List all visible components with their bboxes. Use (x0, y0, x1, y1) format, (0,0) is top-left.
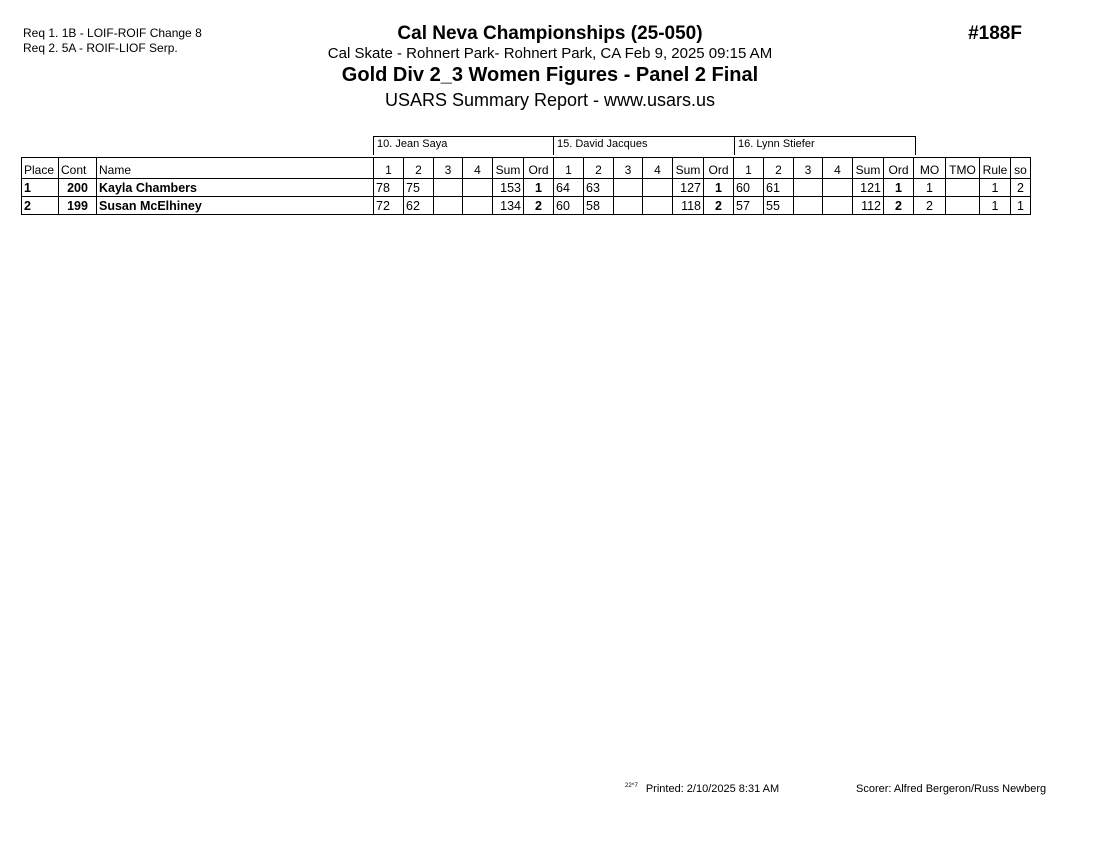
score-2-cell: 58 (584, 197, 614, 215)
so-cell: 2 (1011, 179, 1031, 197)
scorer-info: Scorer: Alfred Bergeron/Russ Newberg (856, 783, 1047, 795)
score-sum-cell: 118 (673, 197, 704, 215)
ordinal-cell: 2 (524, 197, 554, 215)
score-2-cell: 75 (404, 179, 434, 197)
col-j1-4: 4 (463, 158, 493, 179)
mo-cell: 1 (914, 179, 946, 197)
venue-line: Cal Skate - Rohnert Park- Rohnert Park, CA Feb 9, 2025 09:15 AM (327, 45, 773, 62)
col-j1-sum: Sum (493, 158, 524, 179)
col-cont: Cont (59, 158, 97, 179)
ordinal-cell: 1 (884, 179, 914, 197)
score-sum-cell: 121 (853, 179, 884, 197)
col-j2-4: 4 (643, 158, 673, 179)
column-header-row (22, 158, 1031, 179)
col-j2-1: 1 (554, 158, 584, 179)
score-2-cell: 61 (764, 179, 794, 197)
col-j3-3: 3 (794, 158, 823, 179)
score-4-cell (643, 179, 673, 197)
table-row (22, 179, 1031, 197)
score-sum-cell: 134 (493, 197, 524, 215)
rule-cell: 1 (980, 197, 1011, 215)
score-3-cell (794, 197, 823, 215)
score-1-cell: 78 (374, 179, 404, 197)
score-sum-cell: 153 (493, 179, 524, 197)
so-cell: 1 (1011, 197, 1031, 215)
col-j1-3: 3 (434, 158, 463, 179)
col-j2-3: 3 (614, 158, 643, 179)
report-code: 22^7 (625, 783, 638, 789)
mo-cell: 2 (914, 197, 946, 215)
score-4-cell (823, 179, 853, 197)
col-name: Name (97, 158, 374, 179)
col-j1-2: 2 (404, 158, 434, 179)
col-j1-ord: Ord (524, 158, 554, 179)
requirement-1: Req 1. 1B - LOIF-ROIF Change 8 (23, 26, 202, 40)
col-tmo: TMO (946, 158, 980, 179)
judge-3-name: 16. Lynn Stiefer (734, 136, 916, 155)
col-j1-1: 1 (374, 158, 404, 179)
place-cell: 1 (22, 179, 59, 197)
event-title: Gold Div 2_3 Women Figures - Panel 2 Final (341, 64, 759, 86)
score-1-cell: 57 (734, 197, 764, 215)
col-j3-ord: Ord (884, 158, 914, 179)
score-3-cell (614, 197, 643, 215)
score-3-cell (434, 179, 463, 197)
score-1-cell: 72 (374, 197, 404, 215)
rule-cell: 1 (980, 179, 1011, 197)
ordinal-cell: 1 (704, 179, 734, 197)
tmo-cell (946, 197, 980, 215)
skater-name-cell: Kayla Chambers (97, 179, 374, 197)
score-2-cell: 62 (404, 197, 434, 215)
score-3-cell (794, 179, 823, 197)
contestant-number-cell: 200 (59, 179, 97, 197)
score-2-cell: 63 (584, 179, 614, 197)
col-j3-sum: Sum (853, 158, 884, 179)
report-title: USARS Summary Report - www.usars.us (384, 90, 716, 110)
score-3-cell (614, 179, 643, 197)
judge-2-name: 15. David Jacques (553, 136, 735, 155)
requirement-2: Req 2. 5A - ROIF-LIOF Serp. (23, 41, 178, 55)
col-j2-2: 2 (584, 158, 614, 179)
score-3-cell (434, 197, 463, 215)
col-j2-sum: Sum (673, 158, 704, 179)
col-j3-4: 4 (823, 158, 853, 179)
event-number: #188F (968, 23, 1022, 44)
col-rule: Rule (980, 158, 1011, 179)
col-j3-1: 1 (734, 158, 764, 179)
col-j2-ord: Ord (704, 158, 734, 179)
judge-1-name: 10. Jean Saya (373, 136, 554, 155)
score-1-cell: 60 (734, 179, 764, 197)
tmo-cell (946, 179, 980, 197)
score-sum-cell: 127 (673, 179, 704, 197)
score-sum-cell: 112 (853, 197, 884, 215)
ordinal-cell: 1 (524, 179, 554, 197)
score-4-cell (643, 197, 673, 215)
col-so: so (1011, 158, 1031, 179)
score-4-cell (463, 197, 493, 215)
printed-info (625, 783, 779, 795)
score-1-cell: 60 (554, 197, 584, 215)
score-4-cell (463, 179, 493, 197)
printed-date: Printed: 2/10/2025 8:31 AM (645, 783, 780, 795)
ordinal-cell: 2 (884, 197, 914, 215)
col-j3-2: 2 (764, 158, 794, 179)
score-4-cell (823, 197, 853, 215)
col-place: Place (22, 158, 59, 179)
col-mo: MO (914, 158, 946, 179)
competition-title: Cal Neva Championships (25-050) (397, 23, 703, 44)
place-cell: 2 (22, 197, 59, 215)
contestant-number-cell: 199 (59, 197, 97, 215)
table-row (22, 197, 1031, 215)
skater-name-cell: Susan McElhiney (97, 197, 374, 215)
results-table (21, 157, 1031, 215)
score-1-cell: 64 (554, 179, 584, 197)
ordinal-cell: 2 (704, 197, 734, 215)
score-2-cell: 55 (764, 197, 794, 215)
